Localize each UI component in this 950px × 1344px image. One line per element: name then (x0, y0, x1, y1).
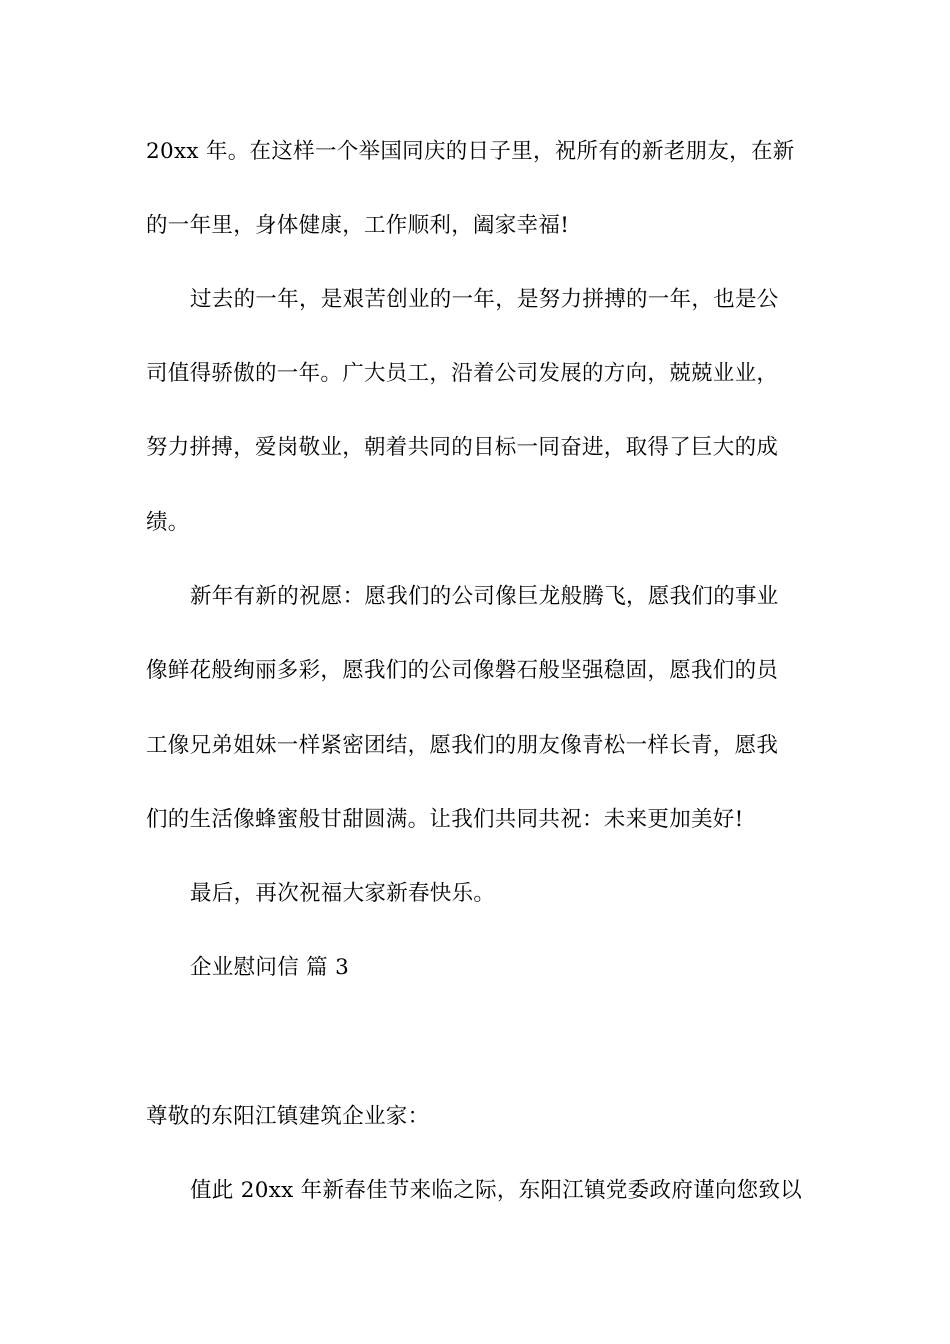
text-line: 像鲜花般绚丽多彩，愿我们的公司像磐石般坚强稳固，愿我们的员 (146, 658, 779, 683)
text-line: 过去的一年，是艰苦创业的一年，是努力拼搏的一年，也是公 (190, 287, 779, 312)
text-line: 司值得骄傲的一年。广大员工，沿着公司发展的方向，兢兢业业， (146, 361, 779, 386)
text-line: 绩。 (146, 510, 190, 535)
text-line: 最后，再次祝福大家新春快乐。 (190, 881, 496, 906)
text-line: 工像兄弟姐妹一样紧密团结，愿我们的朋友像青松一样长青，愿我 (146, 733, 779, 758)
text-line: 20xx 年。在这样一个举国同庆的日子里，祝所有的新老朋友，在新 (146, 139, 795, 164)
text-line: 的一年里，身体健康，工作顺利，阖家幸福! (146, 213, 570, 238)
text-line: 新年有新的祝愿：愿我们的公司像巨龙般腾飞，愿我们的事业 (190, 584, 779, 609)
text-line: 们的生活像蜂蜜般甘甜圆满。让我们共同共祝：未来更加美好! (146, 807, 744, 832)
text-line: 值此 20xx 年新春佳节来临之际，东阳江镇党委政府谨向您致以 (190, 1178, 803, 1203)
section-heading: 企业慰问信 篇 3 (190, 955, 350, 980)
text-line: 努力拼搏，爱岗敬业，朝着共同的目标一同奋进，取得了巨大的成 (146, 435, 779, 460)
salutation: 尊敬的东阳江镇建筑企业家： (146, 1104, 430, 1129)
